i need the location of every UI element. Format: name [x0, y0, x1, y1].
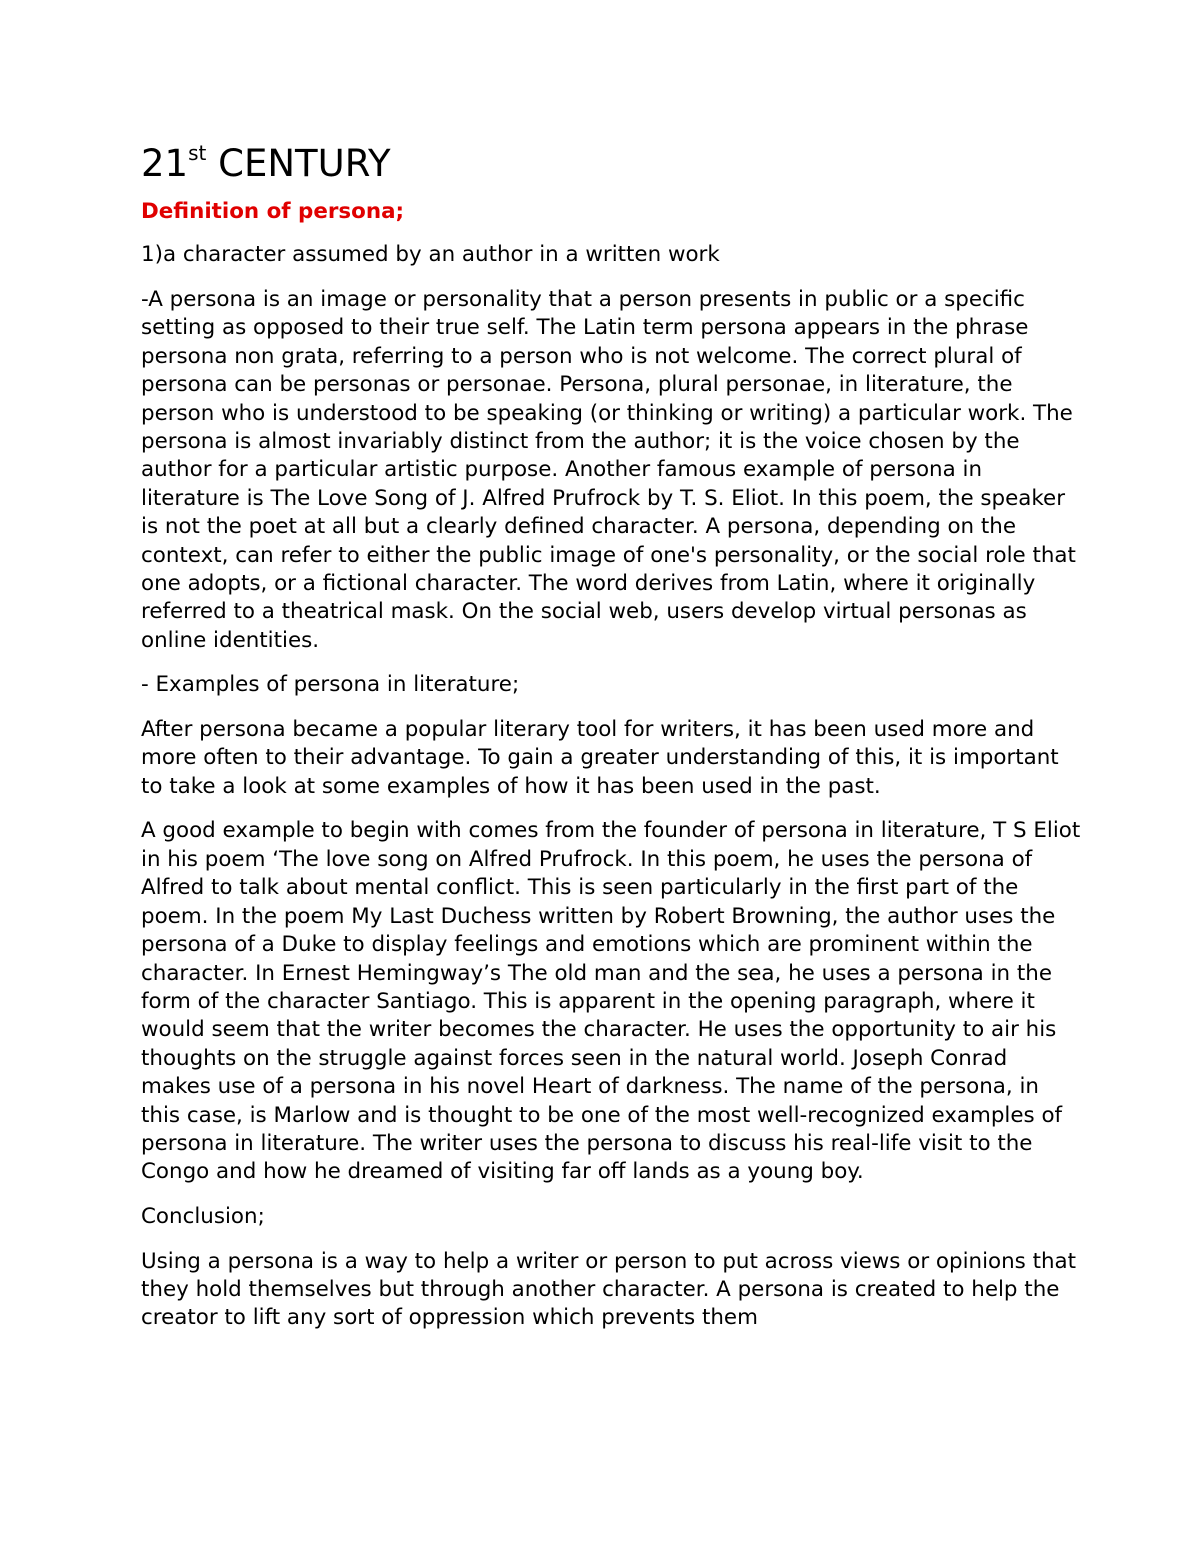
title-superscript: st — [188, 141, 207, 165]
examples-intro-paragraph: After persona became a popular literary tool for writers, it has been used more and more often to their advantage. To gain a greater understanding of this, it is important to take a look at some examples of how it has been used in the past. — [141, 717, 1059, 799]
document-body — [141, 138, 1081, 1349]
conclusion-paragraph: Using a persona is a way to help a writer or person to put across views or opinions that they hold themselves but through another character. A persona is created to help the creator to lift any sort of oppression which prevents them — [141, 1248, 1077, 1331]
conclusion-heading: Conclusion; — [141, 1203, 265, 1229]
title-text: CENTURY — [206, 142, 391, 185]
page-title — [141, 138, 1081, 190]
definition-point-1: 1)a character assumed by an author in a written work — [141, 242, 720, 268]
definition-paragraph: -A persona is an image or personality that a person presents in public or a specific setting as opposed to their true self. The Latin term persona appears in the phrase persona non grata, referring to a person who is not welcome. The correct plural of persona can be personas or personae. Persona, plural personae, in literature, the person who is understood to be speaking (or thinking or writing) a particular work. The persona is almost invariably distinct from the author; it is the voice chosen by the author for a particular artistic purpose. Another famous example of persona in literature is The Love Song of J. Alfred Prufrock by T. S. Eliot. In this poem, the speaker is not the poet at all but a clearly defined character. A persona, depending on the context, can refer to either the public image of one's personality, or the social role that one adopts, or a fictional character. The word derives from Latin, where it originally referred to a theatrical mask. On the social web, users develop virtual personas as online identities. — [141, 287, 1076, 653]
examples-paragraph: A good example to begin with comes from the founder of persona in literature, T S Eliot in his poem ‘The love song on Alfred Prufrock. In this poem, he uses the persona of Alfred to talk about mental conflict. This is seen particularly in the first part of the poem. In the poem My Last Duchess written by Robert Browning, the author uses the persona of a Duke to display feelings and emotions which are prominent within the character. In Ernest Hemingway’s The old man and the sea, he uses a persona in the form of the character Santiago. This is apparent in the opening paragraph, where it would seem that the writer becomes the character. He uses the opportunity to air his thoughts on the struggle against forces seen in the natural world. Joseph Conrad makes use of a persona in his novel Heart of darkness. The name of the persona, in this case, is Marlow and is thought to be one of the most well-recognized examples of persona in literature. The writer uses the persona to discuss his real-life visit to the Congo and how he dreamed of visiting far off lands as a young boy. — [141, 818, 1081, 1185]
examples-heading: - Examples of persona in literature; — [141, 672, 520, 698]
definition-heading: Definition of persona; — [141, 199, 405, 224]
title-number: 21 — [141, 142, 189, 185]
